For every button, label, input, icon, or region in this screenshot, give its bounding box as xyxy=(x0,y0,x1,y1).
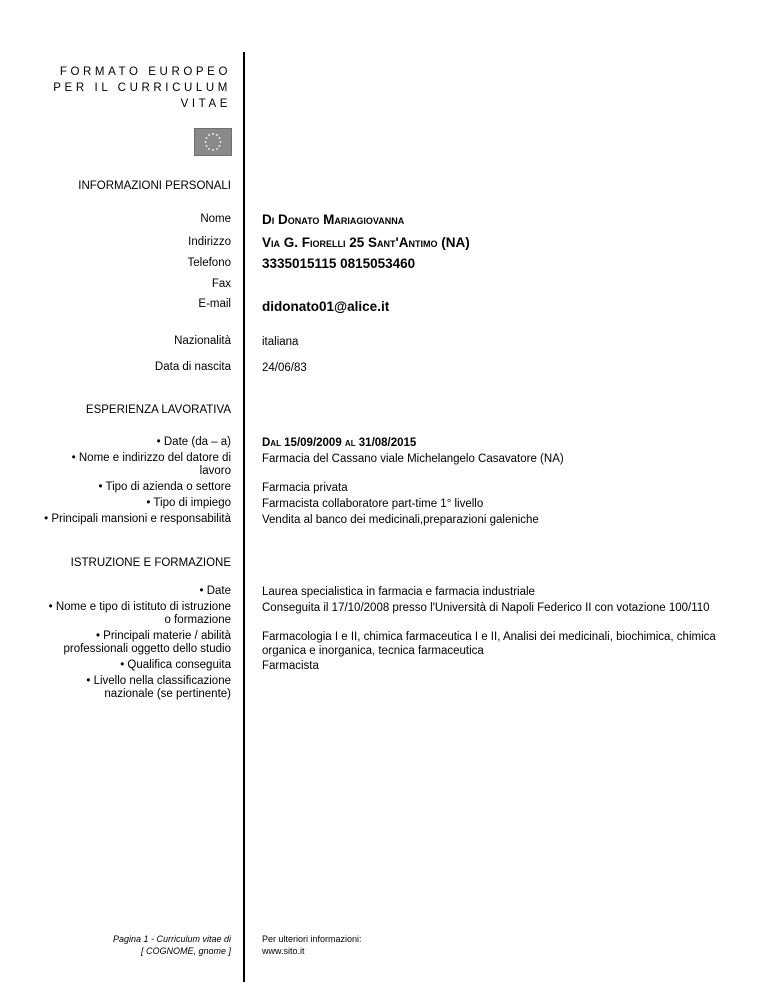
exp-mansioni-label: • Principali mansioni e responsabilità xyxy=(44,513,231,525)
edu-istituto-label-1: • Nome e tipo di istituto di istruzione xyxy=(48,601,231,613)
exp-date-label: • Date (da – a) xyxy=(156,436,231,448)
indirizzo-label: Indirizzo xyxy=(188,236,231,248)
edu-istituto-value: Conseguita il 17/10/2008 presso l'Università di Napoli Federico II con votazione 100/110 xyxy=(262,602,710,614)
fax-label: Fax xyxy=(211,278,231,290)
edu-materie-label-1: • Principali materie / abilità xyxy=(95,630,231,642)
edu-istituto-label-2: o formazione xyxy=(164,614,231,626)
nascita-label: Data di nascita xyxy=(154,361,231,373)
footer-name-placeholder: [ COGNOME, gnome ] xyxy=(140,946,231,956)
edu-date-value: Laurea specialistica in farmacia e farmacia industriale xyxy=(262,586,535,598)
exp-impiego-value: Farmacista collaboratore part-time 1° livello xyxy=(262,498,484,510)
section-personal-title: INFORMAZIONI PERSONALI xyxy=(78,180,231,192)
nascita-value: 24/06/83 xyxy=(262,362,307,374)
indirizzo-value: Via G. Fiorelli 25 Sant'Antimo (NA) xyxy=(262,235,470,250)
exp-settore-label: • Tipo di azienda o settore xyxy=(98,481,231,493)
nome-value: Di Donato Mariagiovanna xyxy=(262,212,405,227)
section-education-title: ISTRUZIONE E FORMAZIONE xyxy=(70,557,231,569)
edu-qualifica-label: • Qualifica conseguita xyxy=(120,659,231,671)
document-title xyxy=(11,64,231,112)
exp-impiego-label: • Tipo di impiego xyxy=(146,497,231,509)
edu-livello-label-2: nazionale (se pertinente) xyxy=(104,688,231,700)
edu-materie-value-1: Farmacologia I e II, chimica farmaceutica I e II, Analisi dei medicinali, biochimica, chimica xyxy=(262,631,716,643)
edu-date-label: • Date xyxy=(199,585,231,597)
exp-datore-value: Farmacia del Cassano viale Michelangelo Casavatore (NA) xyxy=(262,453,564,465)
exp-datore-label-1: • Nome e indirizzo del datore di xyxy=(71,452,231,464)
title-line-2: PER IL CURRICULUM xyxy=(53,82,231,94)
edu-materie-label-2: professionali oggetto dello studio xyxy=(63,643,231,655)
footer-page-label: Pagina 1 - Curriculum vitae di xyxy=(112,934,231,944)
nazionalita-label: Nazionalità xyxy=(174,335,231,347)
exp-settore-value: Farmacia privata xyxy=(262,482,348,494)
exp-date-value: Dal 15/09/2009 al 31/08/2015 xyxy=(262,437,417,449)
telefono-value: 3335015115 0815053460 xyxy=(262,256,416,271)
edu-materie-value-2: organica e inorganica, tecnica farmaceutica xyxy=(262,645,484,657)
title-line-3: VITAE xyxy=(180,98,231,110)
footer-website: www.sito.it xyxy=(262,946,305,956)
eu-flag-icon xyxy=(194,128,232,156)
telefono-label: Telefono xyxy=(187,257,231,269)
vertical-divider xyxy=(243,52,245,982)
section-experience-title: ESPERIENZA LAVORATIVA xyxy=(85,404,231,416)
title-line-1: FORMATO EUROPEO xyxy=(59,66,231,78)
edu-livello-label-1: • Livello nella classificazione xyxy=(86,675,231,687)
edu-qualifica-value: Farmacista xyxy=(262,660,319,672)
exp-datore-label-2: lavoro xyxy=(199,465,231,477)
nazionalita-value: italiana xyxy=(262,336,299,348)
footer-info-label: Per ulteriori informazioni: xyxy=(262,934,362,944)
email-label: E-mail xyxy=(198,298,231,310)
nome-label: Nome xyxy=(200,213,231,225)
exp-mansioni-value: Vendita al banco dei medicinali,preparazioni galeniche xyxy=(262,514,539,526)
email-value: didonato01@alice.it xyxy=(262,299,390,314)
